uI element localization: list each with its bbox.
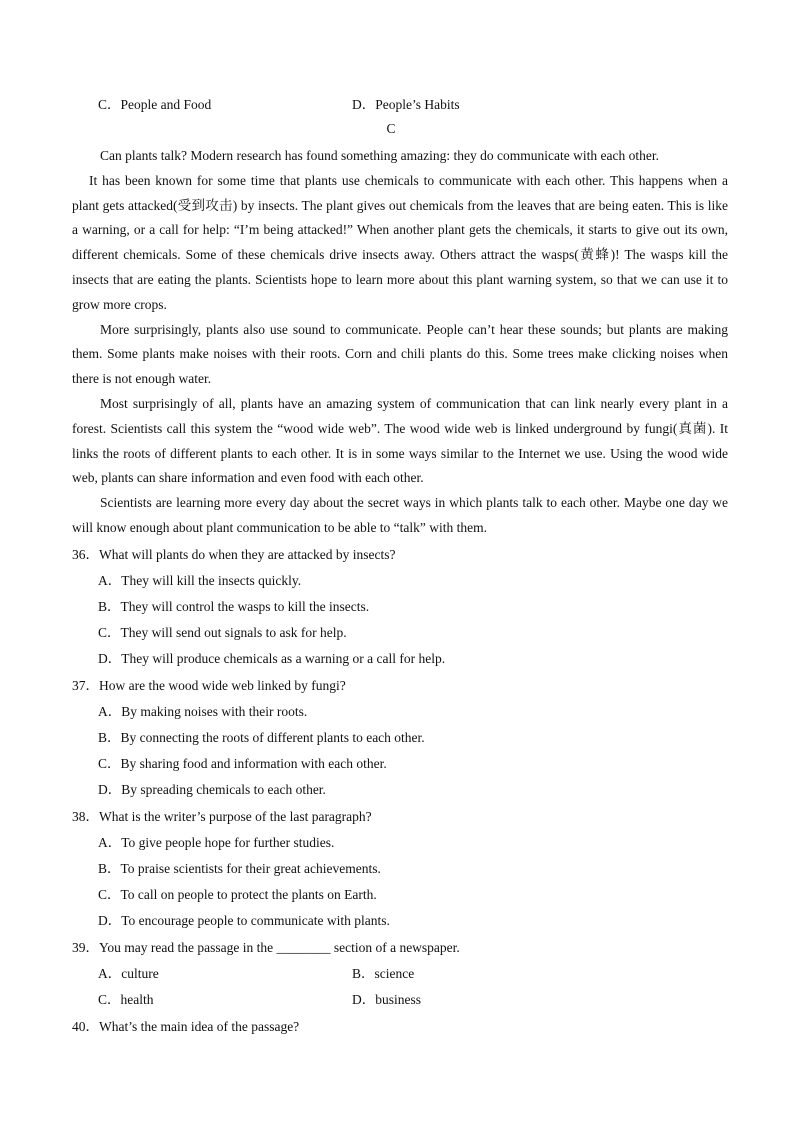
- answer-option-row: [72, 961, 728, 987]
- question-40: [72, 1014, 728, 1040]
- question-39: [72, 935, 728, 1013]
- answer-option-a[interactable]: A．To give people hope for further studies.: [98, 834, 335, 850]
- answer-option-b[interactable]: B．They will control the wasps to kill the insects.: [98, 598, 370, 614]
- passage-body: [72, 144, 728, 541]
- answer-option-c[interactable]: C．To call on people to protect the plants on Earth.: [98, 886, 377, 902]
- answer-option-row: [72, 987, 728, 1013]
- question-stem: 38．What is the writer’s purpose of the last paragraph?: [72, 808, 372, 824]
- question-stem: 37．How are the wood wide web linked by fungi?: [72, 677, 346, 693]
- exam-page: [72, 94, 728, 1040]
- answer-option-d[interactable]: D．To encourage people to communicate with plants.: [98, 912, 390, 928]
- answer-option-a[interactable]: A．They will kill the insects quickly.: [98, 572, 302, 588]
- question-list: [72, 542, 728, 1040]
- passage-paragraph: Scientists are learning more every day about the secret ways in which plants talk to each other. Maybe one day we will know enough about plant communication to be able to “talk” with them.: [72, 495, 728, 535]
- answer-option-b[interactable]: B．science: [352, 965, 415, 981]
- answer-option-d[interactable]: D．business: [352, 991, 422, 1007]
- question-36: [72, 542, 728, 672]
- passage-paragraph: Can plants talk? Modern research has found something amazing: they do communicate with each other.: [100, 148, 659, 163]
- question-38: [72, 804, 728, 934]
- passage-paragraph: More surprisingly, plants also use sound to communicate. People can’t hear these sounds; but plants are making them. Some plants make noises with their roots. Corn and chili plants do this. Some trees make clicking noises when there is not enough water.: [72, 321, 728, 387]
- option-d: D．People’s Habits: [352, 97, 460, 112]
- answer-option-c[interactable]: C．health: [98, 991, 154, 1007]
- question-stem: 36．What will plants do when they are attacked by insects?: [72, 546, 396, 562]
- answer-option-a[interactable]: A．By making noises with their roots.: [98, 703, 308, 719]
- question-stem: 40．What’s the main idea of the passage?: [72, 1018, 300, 1034]
- answer-option-d[interactable]: D．They will produce chemicals as a warning or a call for help.: [98, 650, 446, 666]
- option-c: C．People and Food: [98, 97, 212, 112]
- question-stem: 39．You may read the passage in the ________ section of a newspaper.: [72, 939, 460, 955]
- answer-option-d[interactable]: D．By spreading chemicals to each other.: [98, 781, 326, 797]
- answer-option-b[interactable]: B．To praise scientists for their great achievements.: [98, 860, 381, 876]
- passage-paragraph: Most surprisingly of all, plants have an amazing system of communication that can link nearly every plant in a forest. Scientists call this system the “wood wide web”. The wood wide web is linked underground by fungi(真菌). It links the roots of different plants to each other. It is in some ways similar to the Internet we use. Using the wood wide web, plants can share information and even food with each other.: [72, 395, 728, 486]
- passage-label: C: [386, 121, 396, 136]
- passage-paragraph: It has been known for some time that plants use chemicals to communicate with each other. This happens when a plant gets attacked(受到攻击) by insects. The plant gives out chemicals from the leaves that are being eaten. This is like a warning, or a call for help: “I’m being attacked!” When another plant gets the chemicals, it starts to give out its own, different chemicals. Some of these chemicals drive insects away. Others attract the wasps(黄蜂)! The wasps kill the insects that are eating the plants. Scientists hope to learn more about this plant warning system, so that we can use it to grow more crops.: [72, 172, 728, 312]
- previous-question-options: [72, 94, 728, 116]
- answer-option-c[interactable]: C．By sharing food and information with each other.: [98, 755, 387, 771]
- answer-option-b[interactable]: B．By connecting the roots of different plants to each other.: [98, 729, 425, 745]
- answer-option-c[interactable]: C．They will send out signals to ask for help.: [98, 624, 347, 640]
- answer-option-a[interactable]: A．culture: [98, 965, 159, 981]
- question-37: [72, 673, 728, 803]
